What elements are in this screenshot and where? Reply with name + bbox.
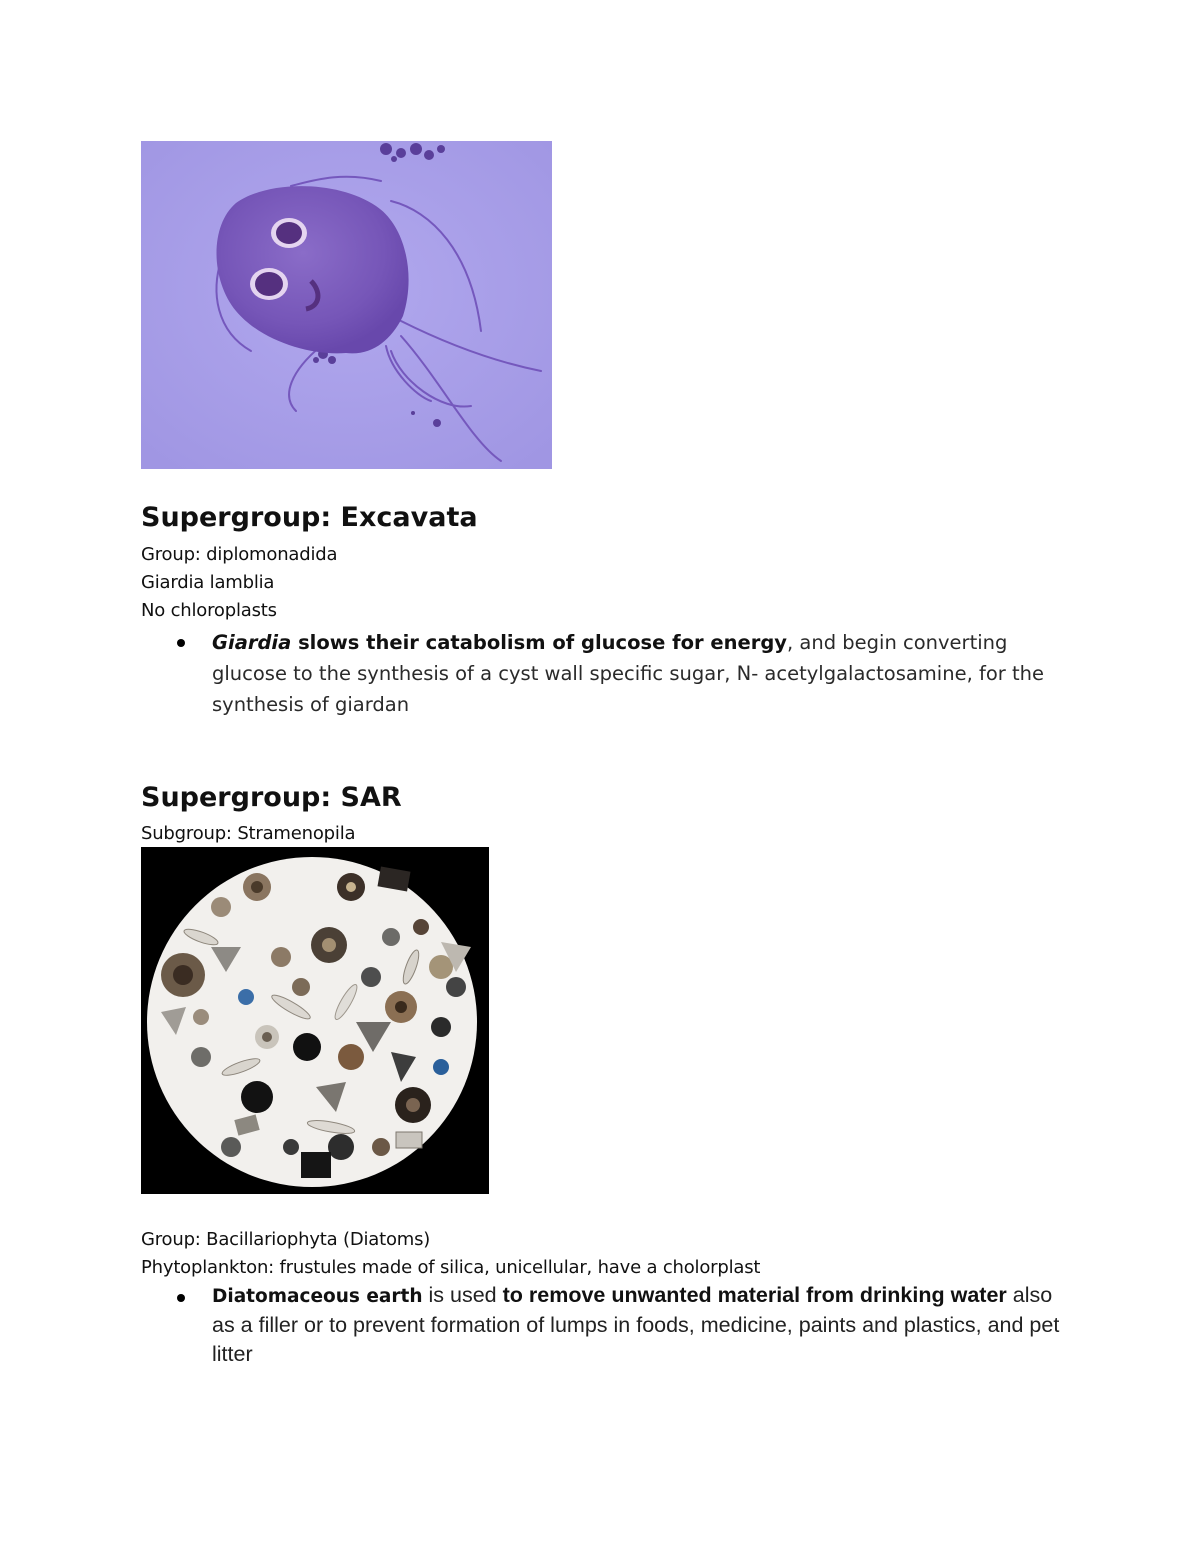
sar-bullet-mid2: used [450, 1283, 503, 1307]
giardia-micrograph [141, 141, 552, 469]
excavata-chloroplasts: No chloroplasts [141, 600, 277, 621]
sar-bullet-text [212, 1281, 1072, 1369]
sar-phytoplankton: Phytoplankton: frustules made of silica, unicellular, have a cholorplast [141, 1257, 761, 1278]
bullet-dot [177, 1294, 185, 1302]
bullet-dot [177, 639, 185, 647]
diatomaceous-earth-bold: Diatomaceous earth [212, 1286, 423, 1307]
excavata-group: Group: diplomonadida [141, 544, 338, 565]
sar-group: Group: Bacillariophyta (Diatoms) [141, 1229, 431, 1250]
diatom-micrograph [141, 847, 489, 1194]
sar-heading: Supergroup: SAR [141, 782, 402, 813]
excavata-species: Giardia lamblia [141, 572, 275, 593]
sar-bullet-mid1: is [422, 1283, 450, 1307]
excavata-heading: Supergroup: Excavata [141, 502, 478, 533]
giardia-rest: , and begin converting glucose to the synthesis of a cyst wall specific sugar, N- acetylgalactosamine, for the synthesis of giardan [212, 631, 1044, 716]
sar-bullet-rest: also as a filler or to prevent formation of lumps in foods, medicine, paints and plastics, and pet litter [212, 1283, 1060, 1366]
giardia-bold: slows their catabolism of glucose for energy [291, 631, 787, 654]
giardia-italic: Giardia [212, 631, 292, 654]
excavata-bullet-text [212, 627, 1072, 720]
sar-subgroup: Subgroup: Stramenopila [141, 823, 356, 844]
drinking-water-bold: to remove unwanted material from drinking water [502, 1283, 1007, 1307]
